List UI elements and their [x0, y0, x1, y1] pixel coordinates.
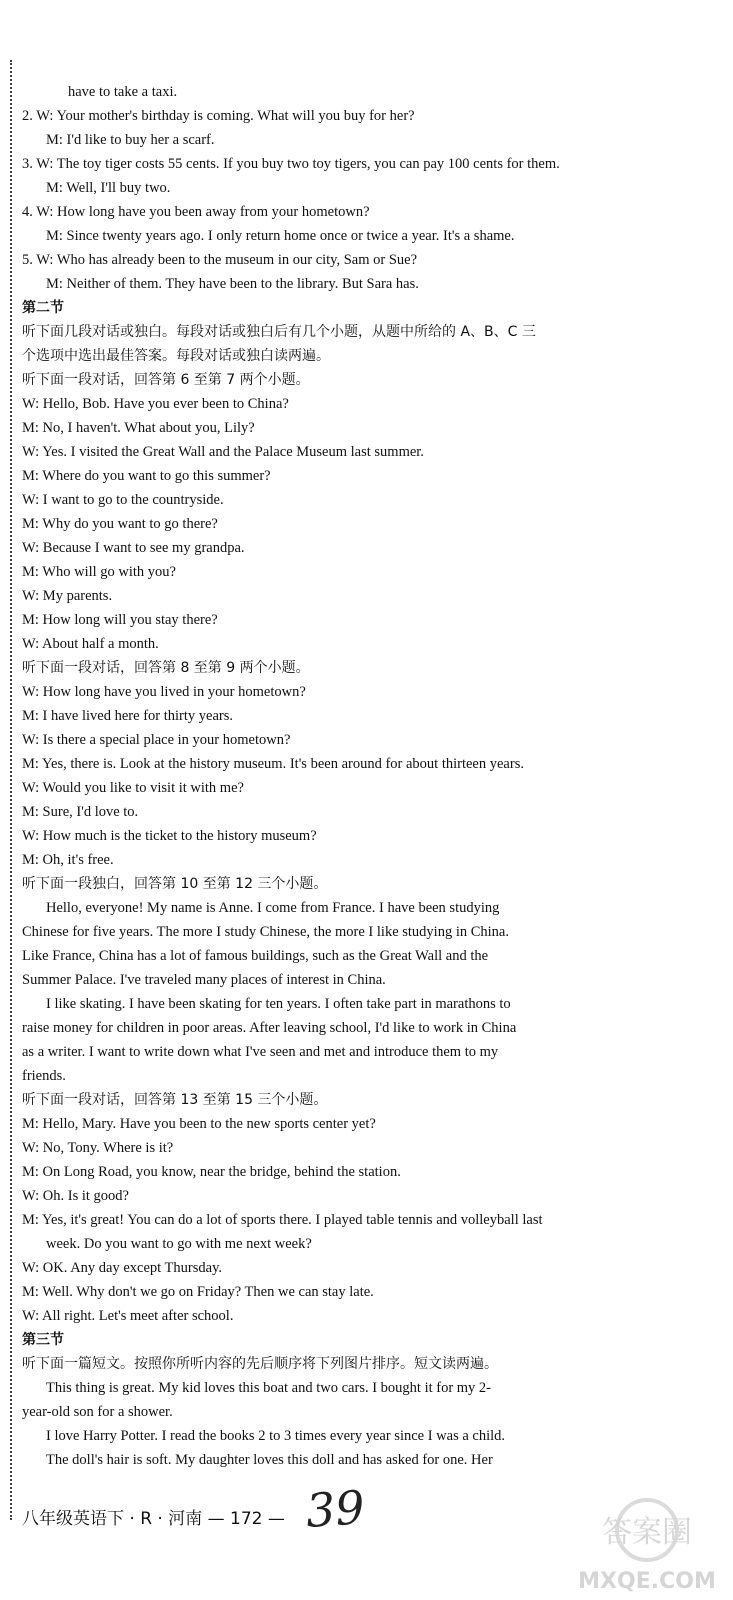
text-line: W: How much is the ticket to the history museum?: [22, 828, 317, 844]
text-line: I like skating. I have been skating for ten years. I often take part in marathons to: [46, 996, 511, 1012]
instruction-line: 听下面几段对话或独白。每段对话或独白后有几个小题，从题中所给的 A、B、C 三: [22, 324, 536, 340]
text-line: W: Oh. Is it good?: [22, 1188, 129, 1204]
text-line: W: No, Tony. Where is it?: [22, 1140, 174, 1156]
text-line: W: Yes. I visited the Great Wall and the Palace Museum last summer.: [22, 444, 424, 460]
text-line: week. Do you want to go with me next week?: [46, 1236, 312, 1252]
binding-dotted-line: [10, 60, 12, 1520]
instruction-line: 听下面一段对话，回答第 13 至第 15 三个小题。: [22, 1092, 328, 1108]
text-line: W: My parents.: [22, 588, 113, 604]
text-line: M: Neither of them. They have been to the library. But Sara has.: [46, 276, 419, 292]
text-line: 3. W: The toy tiger costs 55 cents. If you buy two toy tigers, you can pay 100 cents for them.: [22, 156, 560, 172]
text-line: M: Yes, it's great! You can do a lot of sports there. I played table tennis and volleyball last: [22, 1212, 543, 1228]
page-footer: 八年级英语下 · R · 河南 — 172 —: [22, 1509, 285, 1529]
text-line: The doll's hair is soft. My daughter loves this doll and has asked for one. Her: [46, 1452, 493, 1468]
text-line: year-old son for a shower.: [22, 1404, 173, 1420]
text-line: 5. W: Who has already been to the museum in our city, Sam or Sue?: [22, 252, 418, 268]
text-line: M: Oh, it's free.: [22, 852, 114, 868]
section-heading: 第三节: [22, 1332, 64, 1348]
text-line: 2. W: Your mother's birthday is coming. What will you buy for her?: [22, 108, 415, 124]
text-line: W: About half a month.: [22, 636, 159, 652]
instruction-line: 听下面一段对话，回答第 8 至第 9 两个小题。: [22, 660, 310, 676]
text-line: W: Hello, Bob. Have you ever been to China?: [22, 396, 289, 412]
text-line: M: Well. Why don't we go on Friday? Then we can stay late.: [22, 1284, 374, 1300]
text-line: I love Harry Potter. I read the books 2 to 3 times every year since I was a child.: [46, 1428, 506, 1444]
text-line: Hello, everyone! My name is Anne. I come from France. I have been studying: [46, 900, 500, 916]
text-line: have to take a taxi.: [68, 84, 178, 100]
text-line: W: How long have you lived in your hometown?: [22, 684, 306, 700]
text-line: M: I'd like to buy her a scarf.: [46, 132, 215, 148]
watermark-logo: [567, 1488, 727, 1596]
text-line: Summer Palace. I've traveled many places of interest in China.: [22, 972, 386, 988]
text-line: This thing is great. My kid loves this boat and two cars. I bought it for my 2-: [46, 1380, 492, 1396]
instruction-line: 听下面一段对话，回答第 6 至第 7 两个小题。: [22, 372, 310, 388]
watermark-title: 答案圈: [602, 1515, 692, 1550]
text-line: M: Since twenty years ago. I only return home once or twice a year. It's a shame.: [46, 228, 515, 244]
text-line: W: All right. Let's meet after school.: [22, 1308, 234, 1324]
text-line: 4. W: How long have you been away from your hometown?: [22, 204, 370, 220]
text-line: W: I want to go to the countryside.: [22, 492, 224, 508]
text-line: M: Hello, Mary. Have you been to the new sports center yet?: [22, 1116, 376, 1132]
text-line: M: On Long Road, you know, near the bridge, behind the station.: [22, 1164, 401, 1180]
instruction-line: 听下面一段独白，回答第 10 至第 12 三个小题。: [22, 876, 328, 892]
text-line: Like France, China has a lot of famous buildings, such as the Great Wall and the: [22, 948, 489, 964]
watermark-site: MXQE.COM: [578, 1569, 716, 1594]
text-line: raise money for children in poor areas. After leaving school, I'd like to work in China: [22, 1020, 517, 1036]
text-line: W: Because I want to see my grandpa.: [22, 540, 245, 556]
text-line: M: No, I haven't. What about you, Lily?: [22, 420, 255, 436]
text-line: as a writer. I want to write down what I've seen and met and introduce them to my: [22, 1044, 499, 1060]
text-line: friends.: [22, 1068, 66, 1084]
text-line: M: Why do you want to go there?: [22, 516, 218, 532]
text-line: M: Who will go with you?: [22, 564, 176, 580]
text-line: M: I have lived here for thirty years.: [22, 708, 233, 724]
text-line: M: Well, I'll buy two.: [46, 180, 171, 196]
section-heading: 第二节: [22, 300, 64, 316]
text-line: M: Yes, there is. Look at the history museum. It's been around for about thirteen years.: [22, 756, 524, 772]
text-line: Chinese for five years. The more I study Chinese, the more I like studying in China.: [22, 924, 509, 940]
text-line: M: Sure, I'd love to.: [22, 804, 139, 820]
text-line: W: Would you like to visit it with me?: [22, 780, 244, 796]
text-line: M: Where do you want to go this summer?: [22, 468, 271, 484]
text-line: W: OK. Any day except Thursday.: [22, 1260, 222, 1276]
text-line: W: Is there a special place in your hometown?: [22, 732, 291, 748]
text-line: M: How long will you stay there?: [22, 612, 218, 628]
handwritten-page-number: 39: [304, 1480, 367, 1538]
instruction-line: 听下面一篇短文。按照你所听内容的先后顺序将下列图片排序。短文读两遍。: [22, 1356, 498, 1372]
instruction-line: 个选项中选出最佳答案。每段对话或独白读两遍。: [22, 348, 330, 364]
